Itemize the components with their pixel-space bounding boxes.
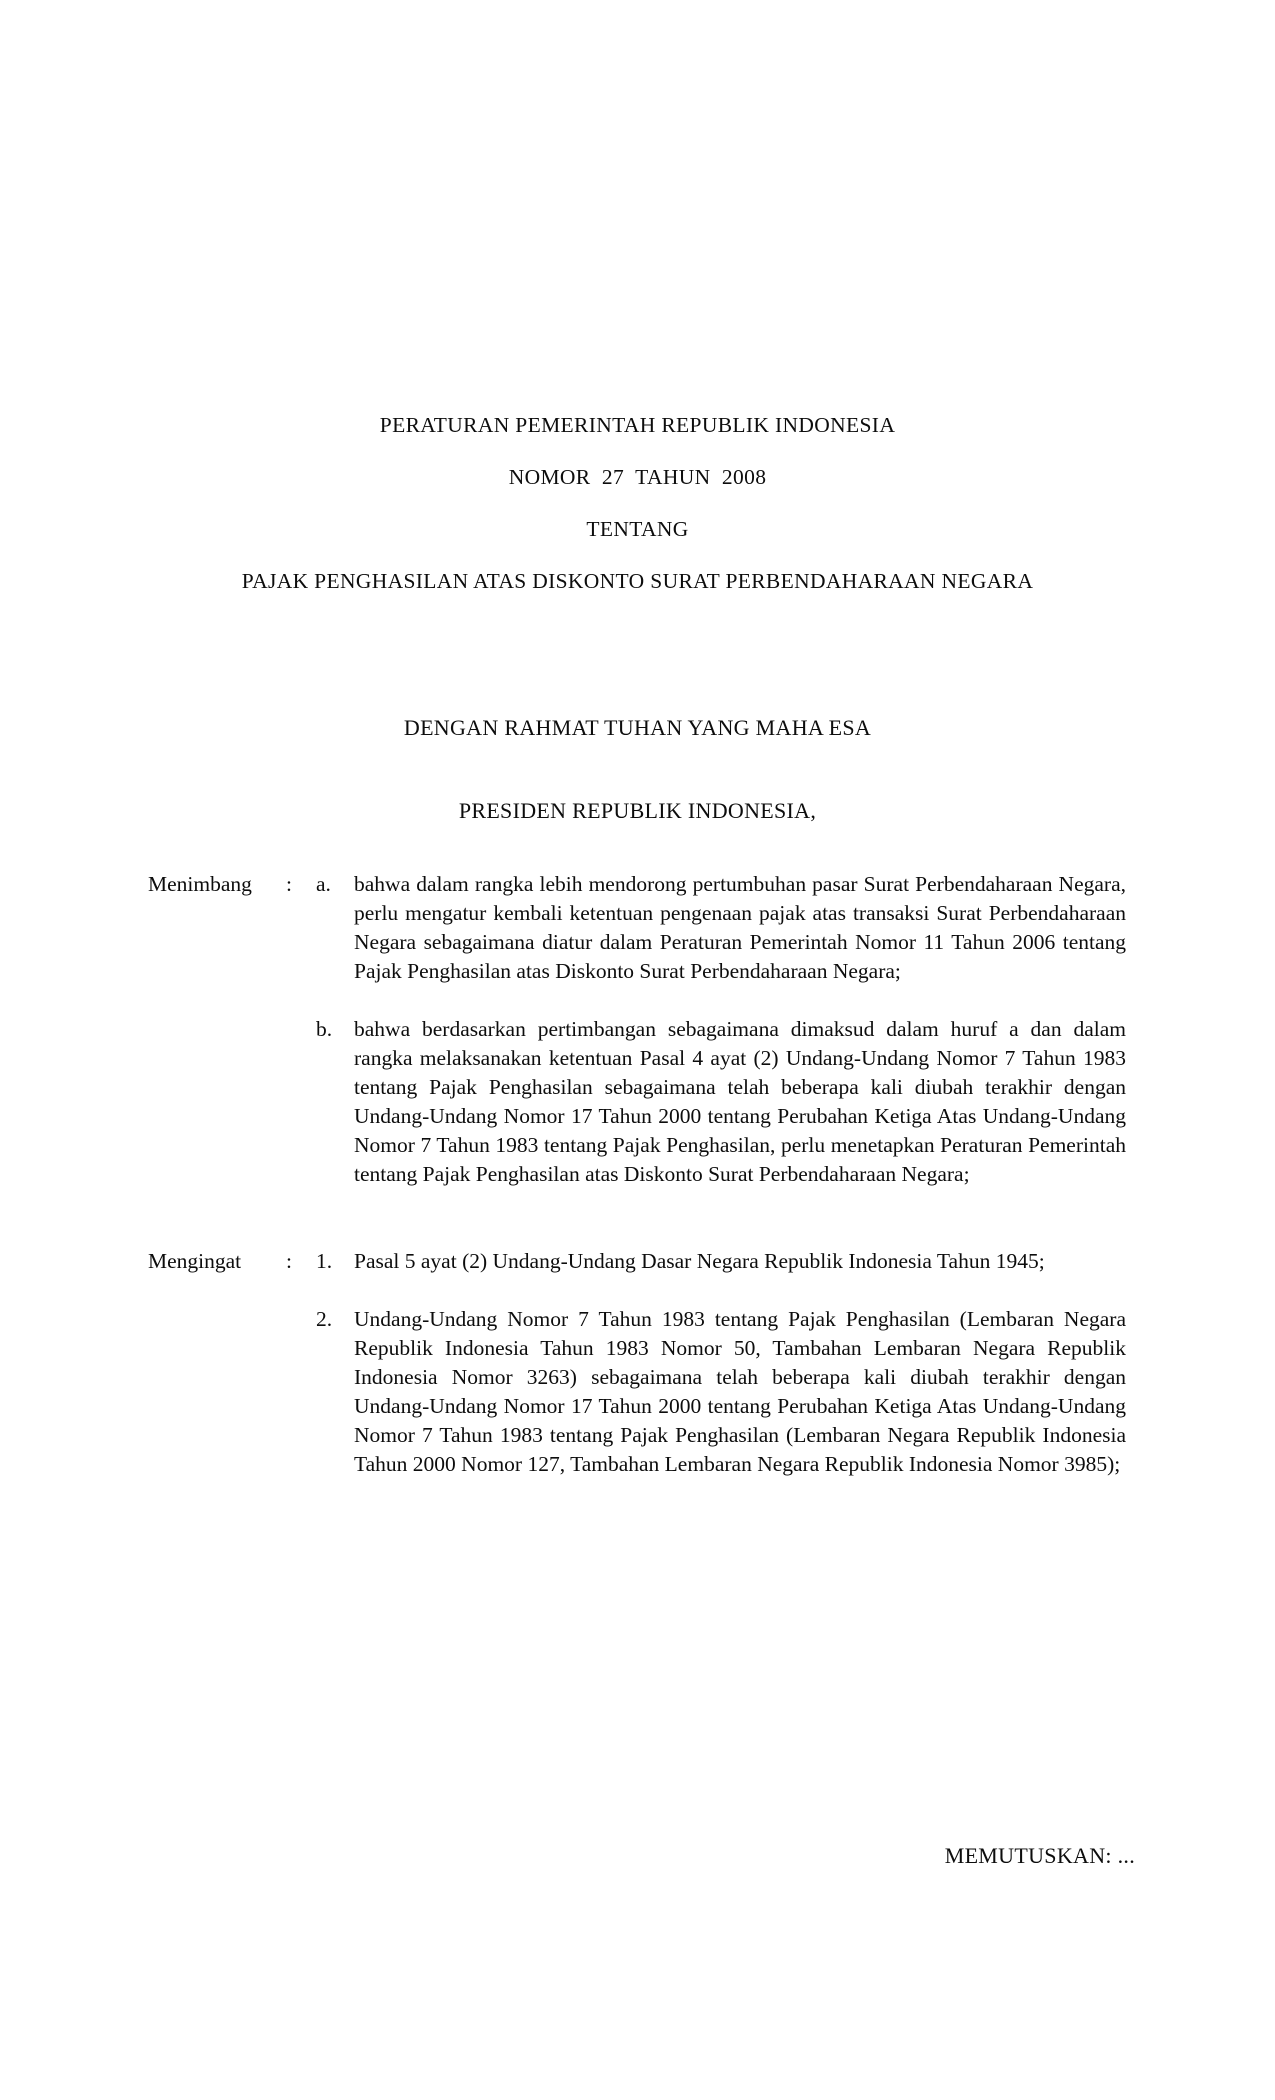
president-line: PRESIDEN REPUBLIK INDONESIA, xyxy=(458,798,817,823)
clause-sections xyxy=(148,870,1128,1479)
document-heading xyxy=(0,415,1275,592)
section-colon: : xyxy=(286,872,292,896)
regulation-subject: PAJAK PENGHASILAN ATAS DISKONTO SURAT PERBENDAHARAAN NEGARA xyxy=(241,568,1034,593)
item-marker: 2. xyxy=(316,1307,333,1331)
clause-item xyxy=(148,870,1128,986)
item-marker: 1. xyxy=(316,1249,333,1273)
item-text: bahwa berdasarkan pertimbangan sebagaimana dimaksud dalam huruf a dan dalam rangka melaksanakan ketentuan Pasal 4 ayat (2) Undang-Undang Nomor 7 Tahun 1983 tentang Pajak Penghasilan sebagaimana telah beberapa kali diubah terakhir dengan Undang-Undang Nomor 17 Tahun 2000 tentang Perubahan Ketiga Atas Undang-Undang Nomor 7 Tahun 1983 tentang Pajak Penghasilan, perlu menetapkan Peraturan Pemerintah tentang Pajak Penghasilan atas Diskonto Surat Perbendaharaan Negara; xyxy=(354,1017,1126,1186)
section-label-menimbang: Menimbang xyxy=(148,872,252,896)
item-marker: a. xyxy=(316,872,331,896)
spacer xyxy=(148,1276,1128,1305)
item-text: Pasal 5 ayat (2) Undang-Undang Dasar Negara Republik Indonesia Tahun 1945; xyxy=(354,1249,1045,1273)
spacer xyxy=(148,986,1128,1015)
regulation-about-label: TENTANG xyxy=(586,517,689,541)
item-text: Undang-Undang Nomor 7 Tahun 1983 tentang Pajak Penghasilan (Lembaran Negara Republik Indonesia Tahun 1983 Nomor 50, Tambahan Lembaran Negara Republik Indonesia Nomor 3263) sebagaimana telah beberapa kali diubah terakhir dengan Undang-Undang Nomor 17 Tahun 2000 tentang Perubahan Ketiga Atas Undang-Undang Nomor 7 Tahun 1983 tentang Pajak Penghasilan (Lembaran Negara Republik Indonesia Tahun 2000 Nomor 127, Tambahan Lembaran Negara Republik Indonesia Nomor 3985); xyxy=(354,1307,1126,1476)
section-label-mengingat: Mengingat xyxy=(148,1249,242,1273)
invocation-line: DENGAN RAHMAT TUHAN YANG MAHA ESA xyxy=(403,715,872,740)
clause-item xyxy=(148,1015,1128,1189)
regulation-title: PERATURAN PEMERINTAH REPUBLIK INDONESIA xyxy=(379,413,896,437)
item-text: bahwa dalam rangka lebih mendorong pertumbuhan pasar Surat Perbendaharaan Negara, perlu mengatur kembali ketentuan pengenaan pajak atas transaksi Surat Perbendaharaan Negara sebagaimana diatur dalam Peraturan Pemerintah Nomor 11 Tahun 2006 tentang Pajak Penghasilan atas Diskonto Surat Perbendaharaan Negara; xyxy=(354,872,1126,983)
section-mengingat xyxy=(148,1247,1128,1479)
spacer xyxy=(148,1189,1128,1247)
regulation-number: NOMOR 27 TAHUN 2008 xyxy=(508,464,767,489)
section-menimbang xyxy=(148,870,1128,1189)
memutuskan-footer: MEMUTUSKAN: ... xyxy=(944,1843,1135,1868)
clause-item xyxy=(148,1305,1128,1479)
clause-item xyxy=(148,1247,1128,1276)
section-colon: : xyxy=(286,1249,292,1273)
item-marker: b. xyxy=(316,1017,333,1041)
